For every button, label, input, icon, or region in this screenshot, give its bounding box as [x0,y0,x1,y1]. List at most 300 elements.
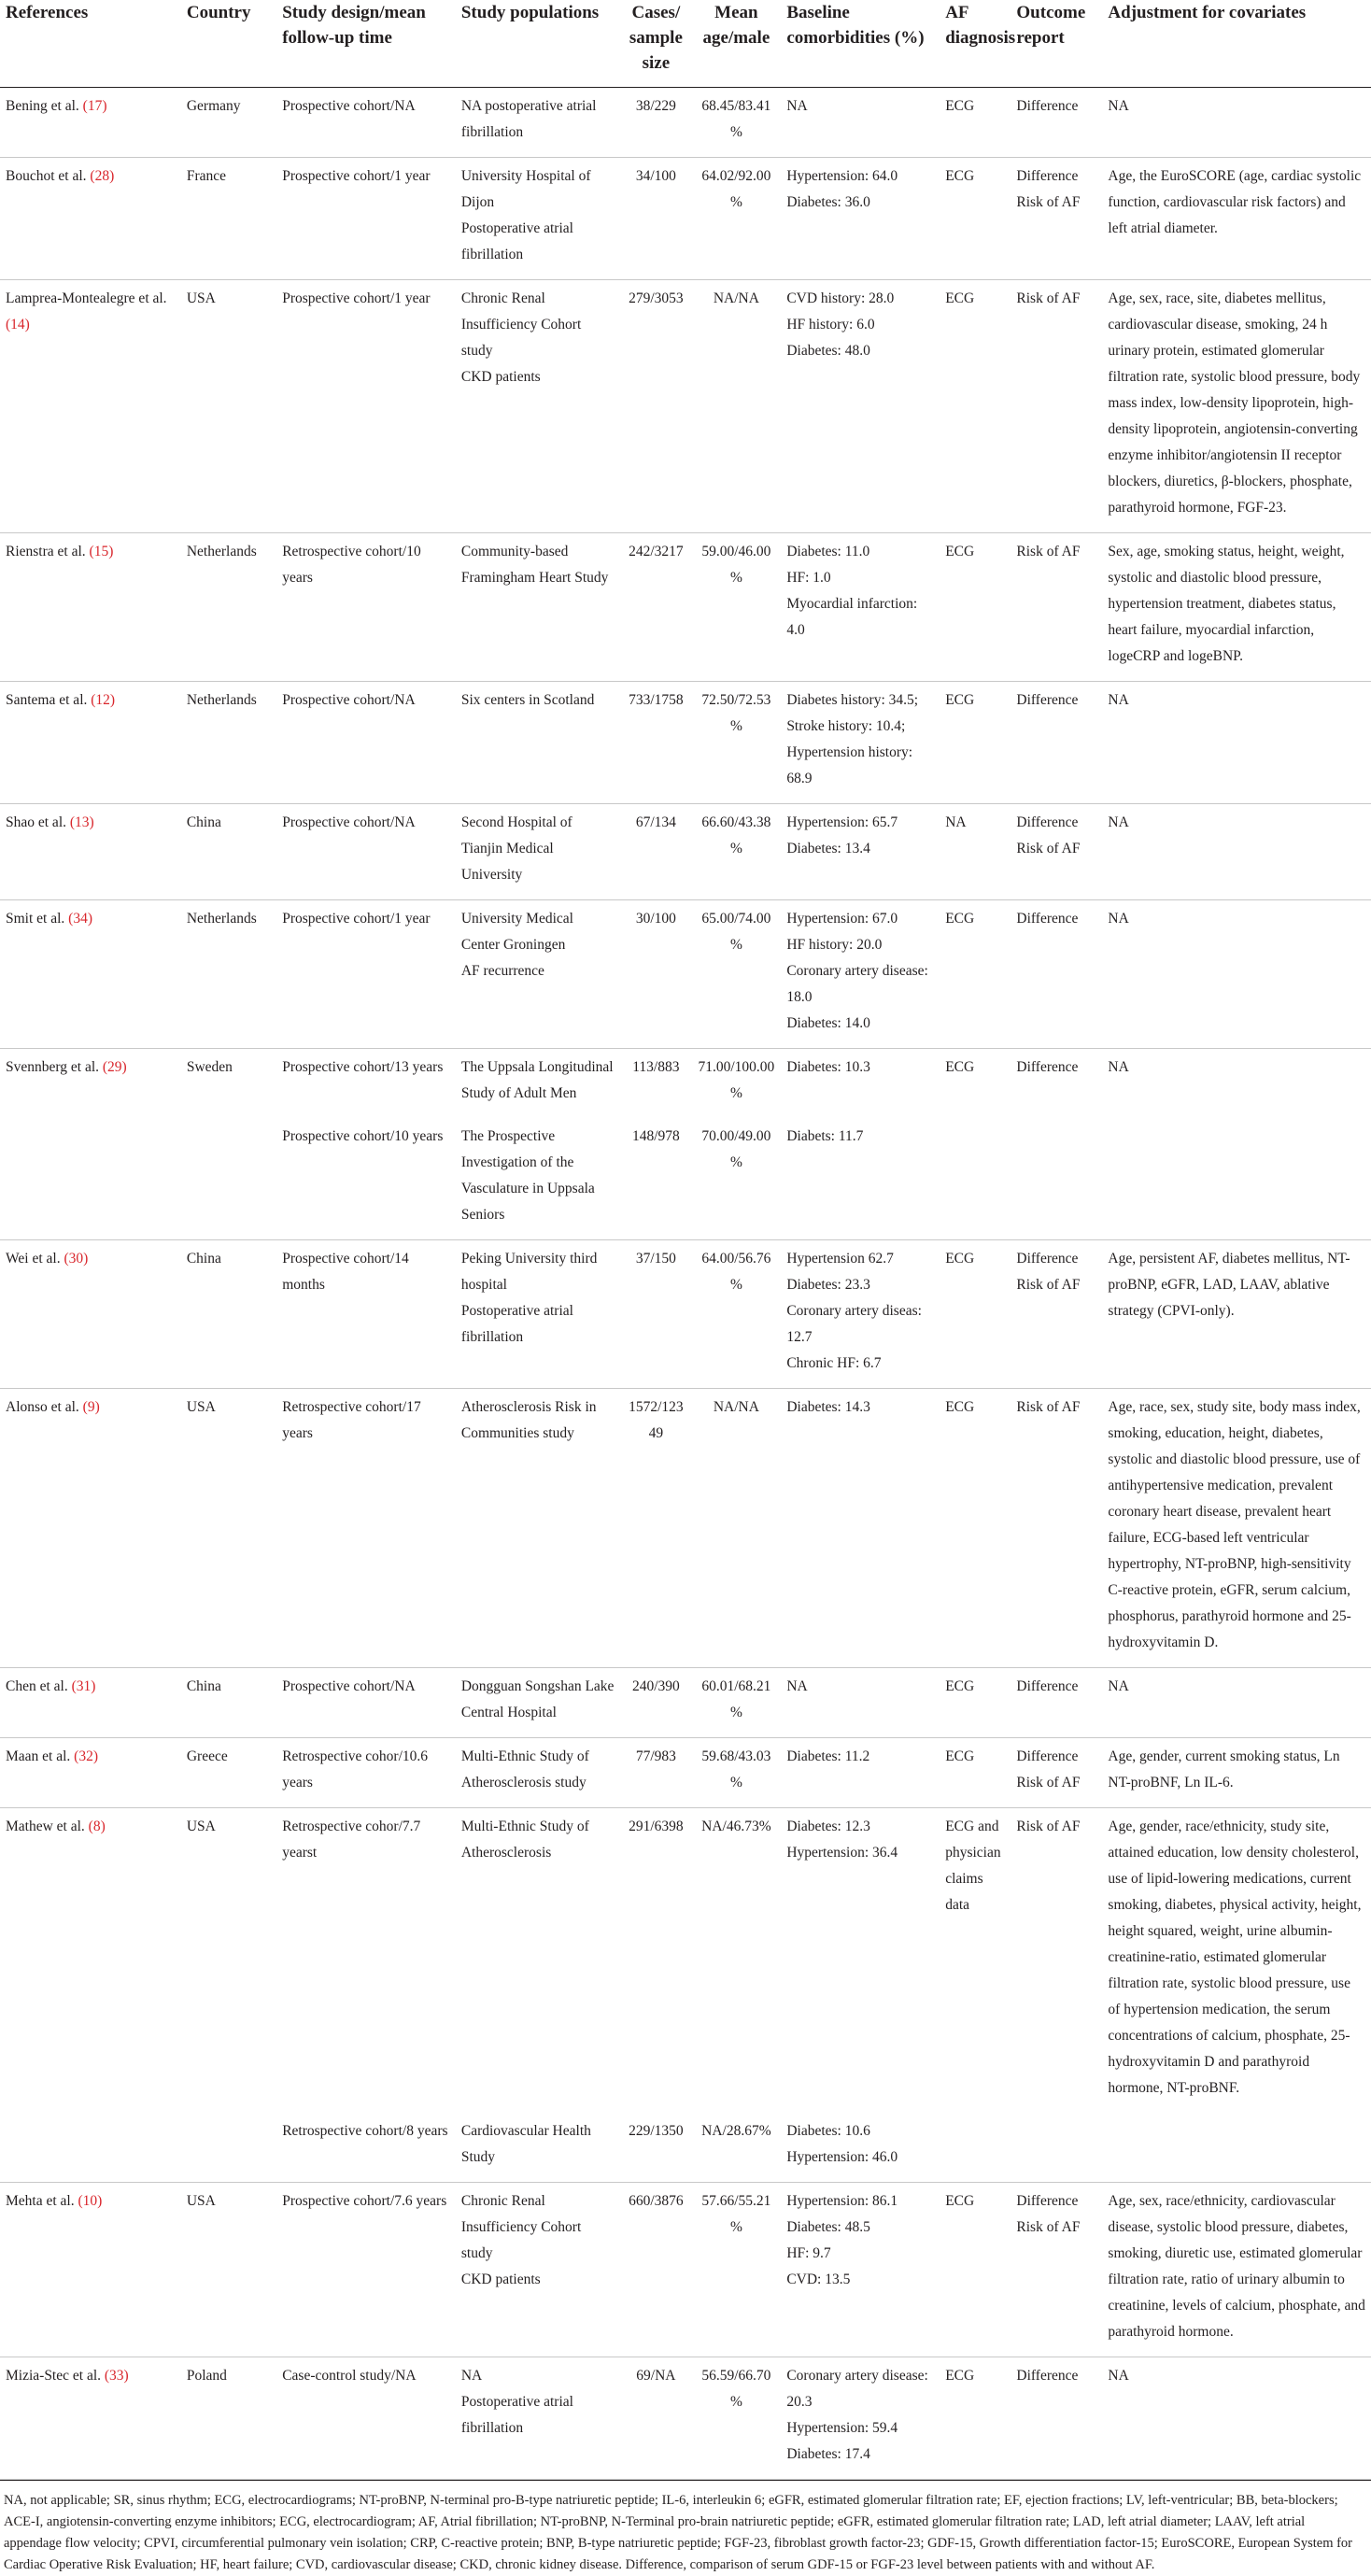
header-cases-sample-size: Cases/ sample size [620,0,691,88]
outcome-cell [1011,1118,1102,1240]
af-diagnosis-cell-line: ECG [945,1059,975,1075]
af-diagnosis-cell [940,2113,1011,2183]
comorbidities-cell-line: Chronic HF: 6.7 [786,1355,882,1371]
study-design-cell-line: Retrospective cohor/7.7 yearst [282,1819,421,1861]
outcome-cell [1011,1808,1102,2114]
af-diagnosis-cell [940,88,1011,158]
cases-value: 229/1350 [629,2123,684,2139]
comorbidities-cell-line: Diabets: 11.7 [786,1128,864,1144]
country-value: Netherlands [186,544,257,559]
study-population-cell-line: Chronic Renal Insufficiency Cohort study [460,290,582,359]
country-cell [181,682,276,804]
study-design-cell [276,1808,456,2114]
study-population-cell [456,88,620,158]
af-diagnosis-cell-line: ECG [945,692,975,708]
mean-age-value: NA/NA [713,1399,759,1415]
table-row [0,158,1371,280]
table-row [0,900,1371,1049]
reference-cell [0,900,181,1049]
cases-value: 30/100 [635,911,676,927]
outcome-cell-line: Difference [1016,98,1079,114]
reference-cell [0,1808,181,2114]
country-value: USA [186,290,216,306]
table-row [0,1389,1371,1668]
mean-age-value: 68.45/83.41% [701,98,771,140]
study-population-cell [456,1668,620,1738]
af-diagnosis-cell-line: ECG and physician claims data [945,1819,1001,1913]
adjustment-value: NA [1108,98,1129,114]
country-cell [181,533,276,682]
comorbidities-cell [781,1049,940,1119]
study-population-cell [456,900,620,1049]
outcome-cell [1011,2113,1102,2183]
mean-age-value: 65.00/74.00% [701,911,771,953]
comorbidities-cell-line: Hypertension: 36.4 [786,1845,898,1861]
study-population-cell-line: Postoperative atrial fibrillation [460,220,573,262]
reference-name: Smit et al. [6,911,65,927]
adjustment-cell [1102,804,1371,900]
reference-cell [0,1049,181,1119]
country-cell [181,2183,276,2357]
cases-cell [620,1808,691,2114]
adjustment-cell [1102,1240,1371,1389]
country-value: China [186,1678,221,1694]
reference-name: Bening et al. [6,98,79,114]
cases-cell [620,1118,691,1240]
comorbidities-cell [781,1668,940,1738]
mean-age-value: 64.02/92.00% [701,168,771,210]
reference-link[interactable]: (8) [88,1819,106,1834]
study-design-cell [276,1389,456,1668]
study-population-cell-line: Postoperative atrial fibrillation [460,2394,573,2436]
cases-value: 148/978 [631,1128,680,1144]
comorbidities-cell-line: Hypertension: 67.0 [786,911,898,927]
reference-name: Bouchot et al. [6,168,87,184]
mean-age-value: NA/28.67% [701,2123,771,2139]
cases-value: 733/1758 [629,692,684,708]
header-study-design: Study design/mean follow-up time [276,0,456,88]
outcome-cell [1011,804,1102,900]
comorbidities-cell [781,280,940,533]
comorbidities-cell-line: Diabetes: 11.0 [786,544,870,559]
mean-age-cell [691,1049,781,1119]
mean-age-cell [691,1738,781,1808]
af-diagnosis-cell-line: ECG [945,544,975,559]
comorbidities-cell-line: HF history: 6.0 [786,317,875,333]
cases-cell [620,2113,691,2183]
study-population-cell [456,1049,620,1119]
adjustment-cell [1102,88,1371,158]
adjustment-value: NA [1108,1678,1129,1694]
mean-age-value: 59.68/43.03% [701,1748,771,1790]
outcome-cell [1011,1240,1102,1389]
study-population-cell-line: Multi-Ethnic Study of Atherosclerosis [460,1819,589,1861]
study-design-cell-line: Prospective cohort/NA [282,1678,416,1694]
adjustment-cell [1102,1118,1371,1240]
af-diagnosis-cell-line: NA [945,814,967,830]
reference-link[interactable]: (33) [104,2368,129,2384]
study-design-cell-line: Prospective cohort/7.6 years [282,2193,447,2209]
mean-age-value: 60.01/68.21% [701,1678,771,1720]
study-design-cell-line: Prospective cohort/NA [282,692,416,708]
country-cell [181,1738,276,1808]
comorbidities-cell [781,682,940,804]
study-design-cell [276,1049,456,1119]
reference-link[interactable]: (12) [91,692,116,708]
study-design-cell [276,280,456,533]
af-diagnosis-cell [940,1049,1011,1119]
study-design-cell-line: Case-control study/NA [282,2368,417,2384]
reference-link[interactable]: (13) [69,814,94,830]
adjustment-value: NA [1108,692,1129,708]
mean-age-value: 66.60/43.38% [701,814,771,856]
study-population-cell-line: Postoperative atrial fibrillation [460,1303,573,1345]
af-diagnosis-cell-line: ECG [945,98,975,114]
outcome-cell-line: Difference [1016,814,1079,830]
reference-cell [0,1389,181,1668]
outcome-cell-line: Difference [1016,1251,1079,1267]
outcome-cell-line: Risk of AF [1016,1775,1081,1790]
reference-link[interactable]: (34) [68,911,92,927]
mean-age-value: 70.00/49.00% [701,1128,771,1170]
country-value: China [186,1251,221,1267]
study-population-cell [456,2113,620,2183]
study-population-cell-line: University Hospital of Dijon [460,168,591,210]
af-diagnosis-cell [940,158,1011,280]
comorbidities-cell-line: CVD history: 28.0 [786,290,895,306]
study-design-cell-line: Retrospective cohort/8 years [282,2123,448,2139]
study-design-cell-line: Prospective cohort/14 months [282,1251,409,1293]
cases-value: 279/3053 [629,290,684,306]
cases-cell [620,1738,691,1808]
mean-age-value: 71.00/100.00% [698,1059,775,1101]
reference-cell [0,1738,181,1808]
comorbidities-cell [781,1240,940,1389]
comorbidities-cell [781,1738,940,1808]
adjustment-cell [1102,2113,1371,2183]
outcome-cell [1011,1389,1102,1668]
reference-cell [0,158,181,280]
adjustment-value: Age, race, sex, study site, body mass index, smoking, education, height, diabetes, systolic and diastolic blood pressure, use of antihypertensive medication, prevalent coronary heart disease, prevalent heart failure, ECG-based left ventricular hypertrophy, NT-proBNP, high-sensitivity C-reactive protein, eGFR, serum calcium, phosphorus, parathyroid hormone and 25-hydroxyvitamin D. [1108,1399,1361,1650]
study-design-cell [276,1738,456,1808]
cases-value: 77/983 [635,1748,676,1764]
country-value: Sweden [186,1059,233,1075]
country-cell [181,158,276,280]
mean-age-cell [691,2113,781,2183]
comorbidities-cell [781,158,940,280]
cases-cell [620,158,691,280]
af-diagnosis-cell-line: ECG [945,1748,975,1764]
study-population-cell [456,1118,620,1240]
comorbidities-cell-line: Diabetes: 23.3 [786,1277,870,1293]
comorbidities-cell-line: Diabetes: 36.0 [786,194,870,210]
adjustment-value: NA [1108,2368,1129,2384]
outcome-cell [1011,2183,1102,2357]
table-row [0,2357,1371,2480]
adjustment-cell [1102,1738,1371,1808]
study-population-cell-line: CKD patients [460,369,541,385]
adjustment-value: Age, persistent AF, diabetes mellitus, NT-proBNP, eGFR, LAD, LAAV, ablative strategy (CPVI-only). [1108,1251,1350,1319]
mean-age-cell [691,900,781,1049]
comorbidities-cell-line: HF history: 20.0 [786,937,883,953]
comorbidities-cell-line: Hypertension: 86.1 [786,2193,898,2209]
study-design-cell [276,1240,456,1389]
reference-name: Svennberg et al. [6,1059,100,1075]
comorbidities-cell [781,1808,940,2114]
study-design-cell-line: Prospective cohort/13 years [282,1059,444,1075]
country-cell [181,280,276,533]
table-row [0,1240,1371,1389]
table-footnote: NA, not applicable; SR, sinus rhythm; ECG, electrocardiograms; NT-proBNP, N-terminal pro-B-type natriuretic peptide; IL-6, interleukin 6; eGFR, estimated glomerular filtration rate; EF, ejection fractions; LV, left-ventricular; BB, beta-blockers; ACE-I, angiotensin-converting enzyme inhibitors; ECG, electrocardiogram; AF, Atrial fibrillation; NT-proBNP, N-Terminal pro-brain natriuretic peptide; eGFR, estimated glomerular filtration rate; LAD, left atrial diameter; LAAV, left atrial appendage flow velocity; CPVI, circumferential pulmonary vein isolation; CRP, C-reactive protein; BNP, B-type natriuretic peptide; FGF-23, fibroblast growth factor-23; GDF-15, Growth differentiation factor-15; EuroSCORE, European System for Cardiac Operative Risk Evaluation; HF, heart failure; CVD, cardiovascular disease; CKD, chronic kidney disease. Difference, comparison of serum GDF-15 or FGF-23 level between patients with and without AF. [0,2480,1371,2576]
comorbidities-cell [781,900,940,1049]
adjustment-cell [1102,280,1371,533]
reference-cell [0,88,181,158]
study-design-cell [276,533,456,682]
adjustment-cell [1102,2357,1371,2480]
adjustment-value: Age, gender, current smoking status, Ln NT-proBNF, Ln IL-6. [1108,1748,1340,1790]
mean-age-value: 57.66/55.21% [701,2193,771,2235]
table-row [0,1808,1371,2114]
comorbidities-cell [781,804,940,900]
country-value: USA [186,1399,216,1415]
table-body [0,88,1371,2480]
comorbidities-cell-line: Hypertension: 59.4 [786,2420,898,2436]
header-af-diagnosis: AF diagnosis [940,0,1011,88]
study-population-cell-line: Cardiovascular Health Study [460,2123,591,2165]
study-design-cell [276,1668,456,1738]
adjustment-cell [1102,1389,1371,1668]
af-diagnosis-cell-line: ECG [945,1399,975,1415]
study-population-cell-line: Second Hospital of Tianjin Medical University [460,814,572,883]
reference-link[interactable]: (14) [6,317,30,333]
reference-name: Rienstra et al. [6,544,86,559]
study-population-cell [456,2357,620,2480]
adjustment-cell [1102,2183,1371,2357]
cases-value: 1572/12349 [629,1399,684,1441]
outcome-cell-line: Risk of AF [1016,194,1081,210]
table-row [0,88,1371,158]
comorbidities-cell-line: Diabetes: 10.3 [786,1059,870,1075]
country-cell [181,88,276,158]
reference-name: Chen et al. [6,1678,68,1694]
cases-value: 67/134 [635,814,676,830]
comorbidities-cell-line: Hypertension: 46.0 [786,2149,898,2165]
country-cell [181,900,276,1049]
reference-name: Mehta et al. [6,2193,75,2209]
study-design-cell [276,88,456,158]
reference-link[interactable]: (15) [89,544,114,559]
af-diagnosis-cell-line: ECG [945,290,975,306]
table-row [0,1738,1371,1808]
cases-cell [620,682,691,804]
study-population-cell [456,158,620,280]
study-design-cell-line: Retrospective cohort/17 years [282,1399,421,1441]
adjustment-value: Age, sex, race, site, diabetes mellitus, cardiovascular disease, smoking, 24 h urinary protein, estimated glomerular filtration rate, systolic blood pressure, body mass index, low-density lipoprotein, high-density lipoprotein, angiotensin-converting enzyme inhibitor/angiotensin II receptor blockers, diuretics, β-blockers, phosphate, parathyroid hormone, FGF-23. [1108,290,1361,516]
outcome-cell-line: Difference [1016,2193,1079,2209]
outcome-cell-line: Risk of AF [1016,1277,1081,1293]
country-value: China [186,814,221,830]
study-population-cell-line: Peking University third hospital [460,1251,598,1293]
mean-age-value: 64.00/56.76% [701,1251,771,1293]
reference-name: Mathew et al. [6,1819,85,1834]
study-population-cell [456,804,620,900]
study-population-cell [456,1389,620,1668]
country-value: USA [186,2193,216,2209]
reference-link[interactable]: (28) [90,168,115,184]
country-value: Germany [186,98,241,114]
adjustment-cell [1102,1668,1371,1738]
adjustment-value: Age, the EuroSCORE (age, cardiac systolic function, cardiovascular risk factors) and left atrial diameter. [1108,168,1362,236]
header-mean-age-male: Mean age/male [691,0,781,88]
outcome-cell-line: Risk of AF [1016,1399,1081,1415]
af-diagnosis-cell [940,682,1011,804]
reference-link[interactable]: (31) [71,1678,96,1694]
af-diagnosis-cell [940,1668,1011,1738]
comorbidities-cell [781,2183,940,2357]
study-population-cell [456,1808,620,2114]
cases-cell [620,280,691,533]
cases-value: 38/229 [635,98,676,114]
adjustment-cell [1102,1808,1371,2114]
study-design-cell [276,804,456,900]
comorbidities-cell-line: HF: 9.7 [786,2245,831,2261]
reference-name: Santema et al. [6,692,88,708]
study-population-cell-line: University Medical Center Groningen [460,911,573,953]
reference-link[interactable]: (32) [74,1748,98,1764]
af-diagnosis-cell [940,1240,1011,1389]
study-design-cell [276,682,456,804]
country-cell [181,2113,276,2183]
outcome-cell [1011,2357,1102,2480]
study-population-cell-line: Community-based Framingham Heart Study [460,544,609,586]
table-row [0,1049,1371,1119]
mean-age-cell [691,158,781,280]
country-value: USA [186,1819,216,1834]
mean-age-cell [691,533,781,682]
study-population-cell [456,2183,620,2357]
outcome-cell [1011,280,1102,533]
cases-cell [620,2183,691,2357]
comorbidities-cell-line: Diabetes: 12.3 [786,1819,870,1834]
outcome-cell-line: Risk of AF [1016,290,1081,306]
comorbidities-cell [781,2113,940,2183]
comorbidities-cell-line: CVD: 13.5 [786,2272,851,2287]
mean-age-value: NA/46.73% [701,1819,771,1834]
study-population-cell-line: Chronic Renal Insufficiency Cohort study [460,2193,582,2261]
reference-link[interactable]: (29) [102,1059,127,1075]
comorbidities-cell-line: Coronary artery disease: 20.3 [786,2368,928,2410]
reference-cell [0,2113,181,2183]
cases-value: 660/3876 [629,2193,684,2209]
reference-link[interactable]: (30) [64,1251,89,1267]
study-population-cell-line: The Prospective Investigation of the Vasculature in Uppsala Seniors [460,1128,595,1223]
outcome-cell [1011,1668,1102,1738]
af-diagnosis-cell [940,2357,1011,2480]
study-population-cell [456,1240,620,1389]
country-cell [181,1808,276,2114]
comorbidities-cell-line: Diabetes: 17.4 [786,2446,870,2462]
study-population-cell-line: AF recurrence [460,963,544,979]
adjustment-cell [1102,533,1371,682]
outcome-cell [1011,682,1102,804]
comorbidities-cell [781,88,940,158]
country-cell [181,1118,276,1240]
study-population-cell-line: NA postoperative atrial fibrillation [460,98,597,140]
reference-name: Wei et al. [6,1251,61,1267]
cases-value: 37/150 [635,1251,676,1267]
country-cell [181,1049,276,1119]
comorbidities-cell-line: Hypertension history: 68.9 [786,744,913,786]
adjustment-value: Sex, age, smoking status, height, weight, systolic and diastolic blood pressure, hypertension treatment, diabetes status, heart failure, myocardial infarction, logeCRP and logeBNP. [1108,544,1345,664]
comorbidities-cell [781,1389,940,1668]
table-row [0,1118,1371,1240]
comorbidities-cell-line: Diabetes: 48.0 [786,343,870,359]
reference-link[interactable]: (9) [82,1399,100,1415]
study-design-cell-line: Prospective cohort/1 year [282,911,431,927]
mean-age-value: 72.50/72.53% [701,692,771,734]
af-diagnosis-cell [940,1738,1011,1808]
table-header-row [0,0,1371,88]
table-row [0,682,1371,804]
cases-cell [620,533,691,682]
cases-value: 291/6398 [629,1819,684,1834]
outcome-cell-line: Difference [1016,911,1079,927]
adjustment-value: Age, sex, race/ethnicity, cardiovascular disease, systolic blood pressure, diabetes, smoking, diuretic use, estimated glomerular filtration rate, ratio of urinary albumin to creatinine, levels of calcium, phosphate, and parathyroid hormone. [1108,2193,1365,2340]
mean-age-value: NA/NA [713,290,759,306]
mean-age-cell [691,1118,781,1240]
study-design-cell-line: Prospective cohort/NA [282,98,416,114]
af-diagnosis-cell [940,2183,1011,2357]
comorbidities-cell-line: Coronary artery disease: 18.0 [786,963,928,1005]
af-diagnosis-cell [940,900,1011,1049]
comorbidities-cell-line: Hypertension: 65.7 [786,814,898,830]
study-population-cell-line: CKD patients [460,2272,541,2287]
study-population-cell-line: Dongguan Songshan Lake Central Hospital [460,1678,615,1720]
comorbidities-cell-line: Diabetes: 11.2 [786,1748,870,1764]
reference-cell [0,2183,181,2357]
reference-name: Maan et al. [6,1748,71,1764]
comorbidities-cell-line: Diabetes history: 34.5; [786,692,919,708]
header-references: References [0,0,181,88]
study-population-cell-line: The Uppsala Longitudinal Study of Adult Men [460,1059,614,1101]
reference-link[interactable]: (10) [78,2193,103,2209]
cases-cell [620,804,691,900]
study-design-cell-line: Prospective cohort/1 year [282,290,431,306]
af-diagnosis-cell-line: ECG [945,2193,975,2209]
adjustment-cell [1102,682,1371,804]
cases-value: 34/100 [635,168,676,184]
cases-value: 242/3217 [629,544,684,559]
table-row [0,280,1371,533]
af-diagnosis-cell-line: ECG [945,911,975,927]
outcome-cell-line: Risk of AF [1016,841,1081,856]
study-population-cell [456,280,620,533]
adjustment-value: Age, gender, race/ethnicity, study site, attained education, low density cholesterol, use of lipid-lowering medications, current smoking, diabetes, physical activity, height, height squared, weight, urine albumin-creatinine-ratio, estimated glomerular filtration rate, systolic blood pressure, use of hypertension medication, the serum concentrations of calcium, phosphate, 25-hydroxyvitamin D and parathyroid hormone, NT-proBNF. [1108,1819,1362,2096]
cases-cell [620,2357,691,2480]
country-cell [181,1240,276,1389]
cases-cell [620,1049,691,1119]
mean-age-cell [691,280,781,533]
outcome-cell [1011,900,1102,1049]
reference-cell [0,1240,181,1389]
reference-link[interactable]: (17) [82,98,107,114]
outcome-cell [1011,88,1102,158]
header-outcome-report: Outcome report [1011,0,1102,88]
mean-age-cell [691,1668,781,1738]
outcome-cell-line: Difference [1016,1678,1079,1694]
reference-name: Shao et al. [6,814,66,830]
header-adjustment-for-covariates: Adjustment for covariates [1102,0,1371,88]
